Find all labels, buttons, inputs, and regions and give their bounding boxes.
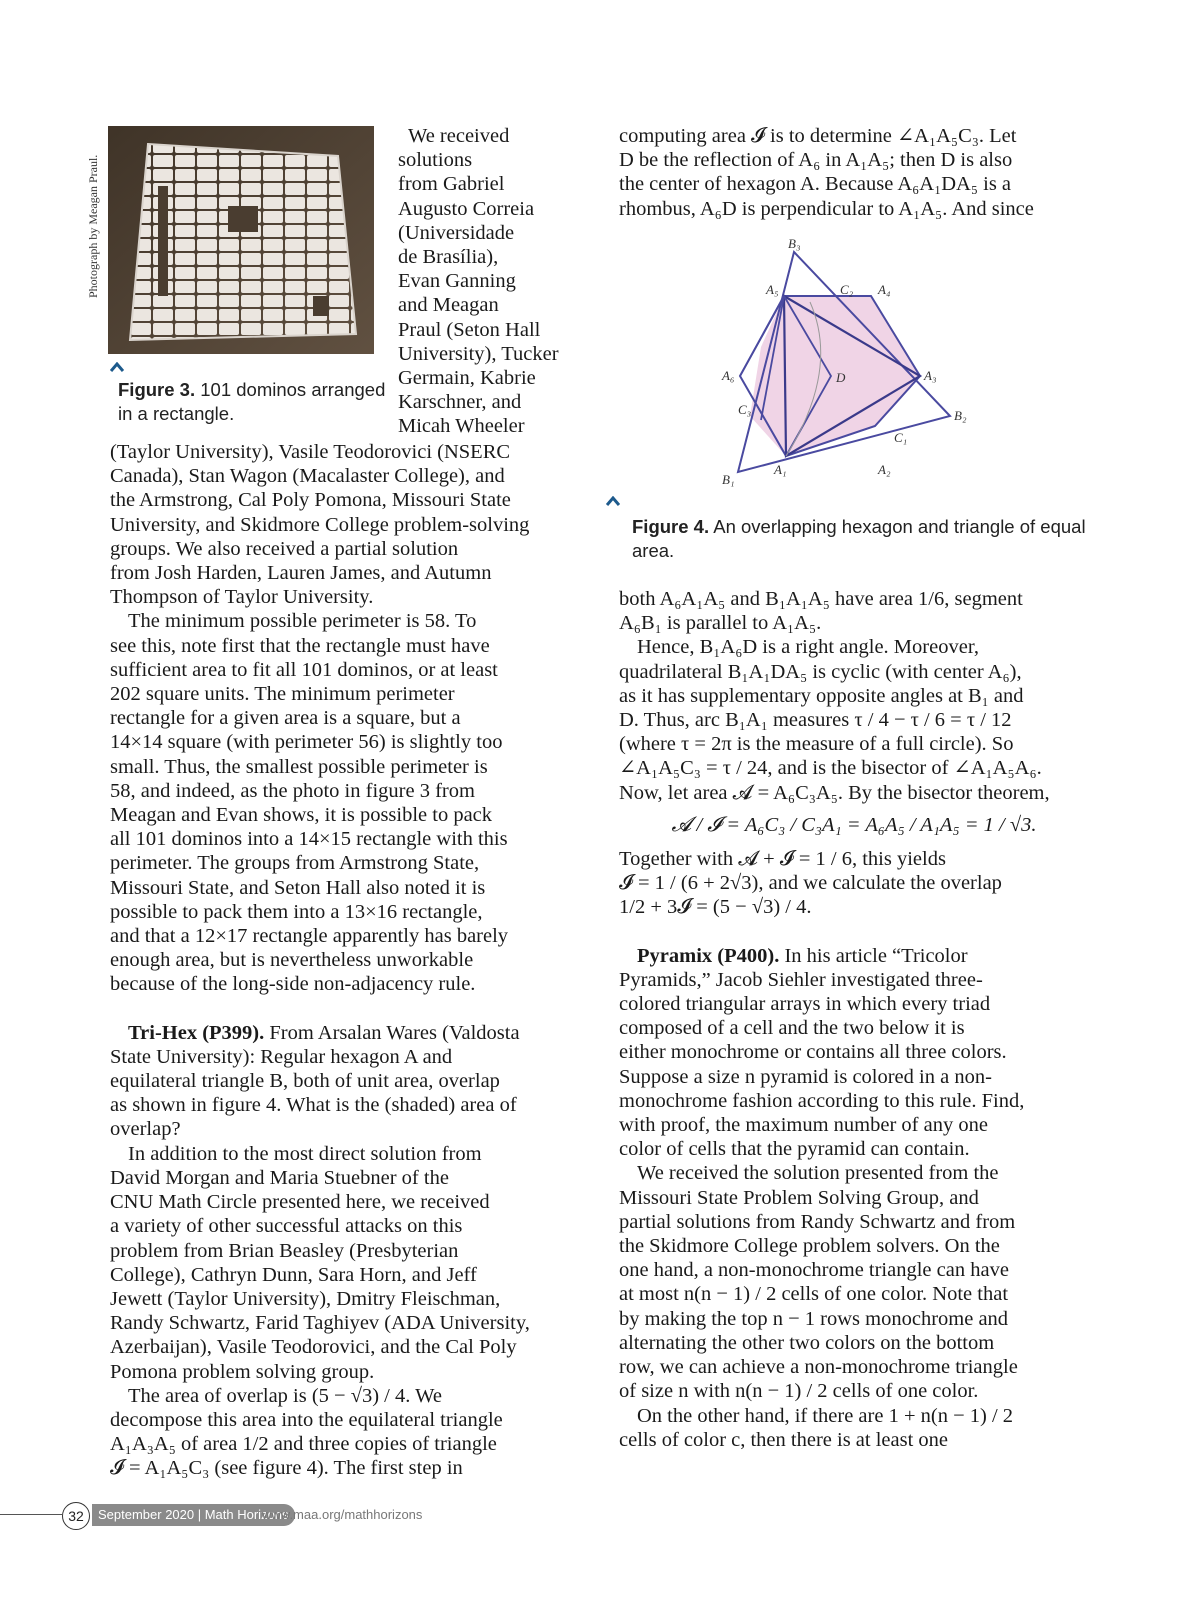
text-line: Canada), Stan Wagon (Macalaster College), and bbox=[110, 465, 505, 488]
text-line: decompose this area into the equilateral triangle bbox=[110, 1408, 503, 1431]
text-line: cells of color c, then there is at least one bbox=[619, 1428, 949, 1451]
text-line: On the other hand, if there are 1 + n(n − 1) / 2 bbox=[637, 1404, 1014, 1427]
text-line: row, we can achieve a non-monochrome triangle bbox=[619, 1356, 1018, 1379]
text-line: Karschner, and bbox=[398, 391, 522, 414]
page-number: 32 bbox=[62, 1502, 90, 1530]
pyramix-title: Pyramix (P400). bbox=[637, 944, 780, 967]
text-line: In addition to the most direct solution from bbox=[128, 1142, 482, 1165]
text-line: 58, and indeed, as the photo in figure 3 from bbox=[110, 779, 475, 802]
text-line: David Morgan and Maria Stuebner of the bbox=[110, 1166, 449, 1189]
hexagon-triangle-diagram bbox=[690, 230, 990, 500]
pyramix-first-line bbox=[619, 944, 1089, 968]
text-line: Randy Schwartz, Farid Taghiyev (ADA University, bbox=[110, 1312, 530, 1335]
label-d: D bbox=[836, 370, 846, 385]
text-line: color of cells that the pyramid can contain. bbox=[619, 1138, 970, 1161]
issue-label: September 2020 | Math Horizons bbox=[92, 1504, 295, 1526]
text-line: Missouri State Problem Solving Group, and bbox=[619, 1186, 979, 1209]
footer-url[interactable]: www.maa.org/mathhorizons bbox=[262, 1507, 423, 1522]
text-line: the Skidmore College problem solvers. On the bbox=[619, 1235, 1000, 1258]
caret-up-icon bbox=[606, 496, 620, 506]
text-line: Thompson of Taylor University. bbox=[110, 586, 374, 609]
text-line: de Brasília), bbox=[398, 246, 499, 269]
text-line: The minimum possible perimeter is 58. To bbox=[128, 610, 477, 633]
text-line: Praul (Seton Hall bbox=[398, 318, 541, 341]
text-line: quadrilateral B₁A₁DA₅ is cyclic (with center A₆), bbox=[619, 660, 1022, 683]
text-line: possible to pack them into a 13×16 rectangle, bbox=[110, 900, 483, 923]
text-line: computing area 𝓘 is to determine ∠A₁A₅C₃. Let bbox=[619, 125, 1017, 147]
trihex-title: Tri-Hex (P399). bbox=[128, 1021, 265, 1044]
label-a6: A₆ bbox=[722, 368, 735, 383]
text-line: 𝓘 = A₁A₅C₃ (see figure 4). The first step in bbox=[110, 1457, 463, 1480]
text-line: small. Thus, the smallest possible perimeter is bbox=[110, 755, 488, 778]
label-a5: A₅ bbox=[766, 282, 779, 297]
text-line: The area of overlap is (5 − √3) / 4. We bbox=[128, 1384, 442, 1407]
text-line: all 101 dominos into a 14×15 rectangle with this bbox=[110, 828, 508, 851]
right-column-top bbox=[619, 124, 1089, 221]
text-line: Together with 𝓐 + 𝓘 = 1 / 6, this yields bbox=[619, 848, 946, 871]
label-a2: A₂ bbox=[878, 462, 891, 477]
text-line: 14×14 square (with perimeter 56) is slightly too bbox=[110, 731, 503, 754]
label-a3: A₃ bbox=[924, 368, 937, 383]
text-line: College), Cathryn Dunn, Sara Horn, and Jeff bbox=[110, 1263, 477, 1286]
text-line: A₁A₃A₅ of area 1/2 and three copies of triangle bbox=[110, 1433, 497, 1456]
text-line: CNU Math Circle presented here, we received bbox=[110, 1191, 490, 1214]
text-line: enough area, but is nevertheless unworkable bbox=[110, 949, 474, 972]
text-line: 𝓘 = 1 / (6 + 2√3), and we calculate the overlap bbox=[619, 872, 1002, 895]
text-line: From Arsalan Wares (Valdosta bbox=[264, 1021, 520, 1044]
label-c3: C₃ bbox=[738, 402, 752, 417]
text-line: rectangle for a given area is a square, but a bbox=[110, 707, 461, 730]
text-line: from Gabriel bbox=[398, 173, 505, 196]
left-column bbox=[110, 440, 590, 1481]
text-line: partial solutions from Randy Schwartz and from bbox=[619, 1210, 1016, 1233]
text-line: alternating the other two colors on the bottom bbox=[619, 1331, 995, 1354]
figure3-text: 101 dominos arranged in a rectangle. bbox=[118, 379, 386, 424]
trihex-first-line bbox=[110, 1021, 590, 1045]
photo-credit: Photograph by Meagan Praul. bbox=[86, 154, 100, 298]
right-column-bottom bbox=[619, 587, 1089, 1452]
text-line: because of the long-side non-adjacency rule. bbox=[110, 973, 476, 996]
text-line: 1/2 + 3𝓘 = (5 − √3) / 4. bbox=[619, 896, 812, 919]
domino-photo bbox=[108, 126, 374, 354]
text-line: (Taylor University), Vasile Teodorovici (NSERC bbox=[110, 441, 511, 463]
text-line: equilateral triangle B, both of unit area, overlap bbox=[110, 1070, 500, 1093]
page-footer bbox=[0, 1500, 600, 1530]
text-line: sufficient area to fit all 101 dominos, or at least bbox=[110, 658, 498, 681]
text-line: 202 square units. The minimum perimeter bbox=[110, 683, 455, 706]
figure4-caption bbox=[632, 515, 1102, 563]
label-b1: B₁ bbox=[722, 472, 735, 487]
text-line: Jewett (Taylor University), Dmitry Fleischman, bbox=[110, 1287, 501, 1310]
text-line: (Universidade bbox=[398, 221, 515, 244]
text-line: from Josh Harden, Lauren James, and Autumn bbox=[110, 562, 492, 585]
text-line: with proof, the maximum number of any one bbox=[619, 1114, 988, 1137]
text-line: In his article “Tricolor bbox=[779, 944, 968, 967]
label-b2: B₂ bbox=[954, 408, 967, 423]
footer-rule bbox=[0, 1514, 62, 1515]
text-line: solutions bbox=[398, 149, 473, 172]
text-line: and Meagan bbox=[398, 294, 499, 317]
label-b3: B₃ bbox=[788, 236, 801, 251]
text-line: rhombus, A₆D is perpendicular to A₁A₅. And since bbox=[619, 197, 1034, 220]
figure3-caption bbox=[118, 378, 388, 426]
text-line: Pomona problem solving group. bbox=[110, 1360, 375, 1383]
text-line: Suppose a size n pyramid is colored in a non- bbox=[619, 1065, 992, 1088]
text-line: Missouri State, and Seton Hall also noted it is bbox=[110, 876, 486, 899]
text-line: by making the top n − 1 rows monochrome and bbox=[619, 1307, 1009, 1330]
bisector-equation: 𝓐 / 𝓘 = A₆C₃ / C₃A₁ = A₆A₅ / A₁A₅ = 1 / √3. bbox=[671, 813, 1037, 836]
text-line: one hand, a non-monochrome triangle can have bbox=[619, 1259, 1009, 1282]
text-line: Now, let area 𝓐 = A₆C₃A₅. By the bisector theorem, bbox=[619, 781, 1050, 804]
text-line: Evan Ganning bbox=[398, 270, 516, 293]
text-line: and that a 12×17 rectangle apparently has barely bbox=[110, 925, 509, 948]
label-a1: A₁ bbox=[774, 462, 787, 477]
text-line: the center of hexagon A. Because A₆A₁DA₅ is a bbox=[619, 173, 1012, 196]
figure4-text: An overlapping hexagon and triangle of equal area. bbox=[632, 516, 1086, 561]
text-line: both A₆A₁A₅ and B₁A₁A₅ have area 1/6, segment bbox=[619, 588, 1023, 610]
text-line: overlap? bbox=[110, 1118, 181, 1141]
text-line: University), Tucker bbox=[398, 342, 559, 365]
text-line: either monochrome or contains all three colors. bbox=[619, 1041, 1007, 1064]
text-line: ∠A₁A₅C₃ = τ / 24, and is the bisector of ∠A₁A₅A₆. bbox=[619, 757, 1042, 780]
label-c1: C₁ bbox=[894, 430, 908, 445]
text-line: We received the solution presented from the bbox=[637, 1162, 999, 1185]
figure4-label: Figure 4. bbox=[632, 516, 710, 537]
text-line: Germain, Kabrie bbox=[398, 367, 536, 390]
label-a4: A₄ bbox=[878, 282, 891, 297]
text-line: monochrome fashion according to this rule. Find, bbox=[619, 1089, 1025, 1112]
text-line: Pyramids,” Jacob Siehler investigated three- bbox=[619, 968, 983, 991]
text-line: groups. We also received a partial solution bbox=[110, 537, 459, 560]
text-line: Micah Wheeler bbox=[398, 415, 525, 438]
text-line: D be the reflection of A₆ in A₁A₅; then D is also bbox=[619, 149, 1013, 172]
text-line: colored triangular arrays in which every triad bbox=[619, 993, 991, 1016]
label-c2: C₂ bbox=[840, 282, 854, 297]
text-line: We received bbox=[408, 125, 510, 147]
text-line: composed of a cell and the two below it is bbox=[619, 1017, 965, 1040]
text-line: at most n(n − 1) / 2 cells of one color. Note that bbox=[619, 1283, 1009, 1306]
text-line: see this, note first that the rectangle must have bbox=[110, 634, 490, 657]
text-line: of size n with n(n − 1) / 2 cells of one color. bbox=[619, 1380, 979, 1403]
text-line: Azerbaijan), Vasile Teodorovici, and the Cal Poly bbox=[110, 1336, 517, 1359]
text-line: a variety of other successful attacks on this bbox=[110, 1215, 463, 1238]
text-line: as shown in figure 4. What is the (shaded) area of bbox=[110, 1094, 517, 1117]
text-line: Hence, B₁A₆D is a right angle. Moreover, bbox=[637, 636, 979, 659]
text-line: the Armstrong, Cal Poly Pomona, Missouri State bbox=[110, 489, 511, 512]
text-line: problem from Brian Beasley (Presbyterian bbox=[110, 1239, 459, 1262]
narrow-text-column bbox=[398, 124, 576, 439]
figure3-label: Figure 3. bbox=[118, 379, 196, 400]
caret-up-icon bbox=[110, 362, 124, 372]
text-line: D. Thus, arc B₁A₁ measures τ / 4 − τ / 6 = τ / 12 bbox=[619, 709, 1012, 732]
text-line: (where τ = 2π is the measure of a full circle). So bbox=[619, 733, 1014, 756]
text-line: as it has supplementary opposite angles at B₁ and bbox=[619, 684, 1024, 707]
text-line: perimeter. The groups from Armstrong State, bbox=[110, 852, 480, 875]
text-line: Meagan and Evan shows, it is possible to pack bbox=[110, 804, 493, 827]
text-line: Augusto Correia bbox=[398, 197, 535, 220]
text-line: University, and Skidmore College problem-solving bbox=[110, 513, 530, 536]
text-line: A₆B₁ is parallel to A₁A₅. bbox=[619, 612, 822, 635]
text-line: State University): Regular hexagon A and bbox=[110, 1045, 453, 1068]
